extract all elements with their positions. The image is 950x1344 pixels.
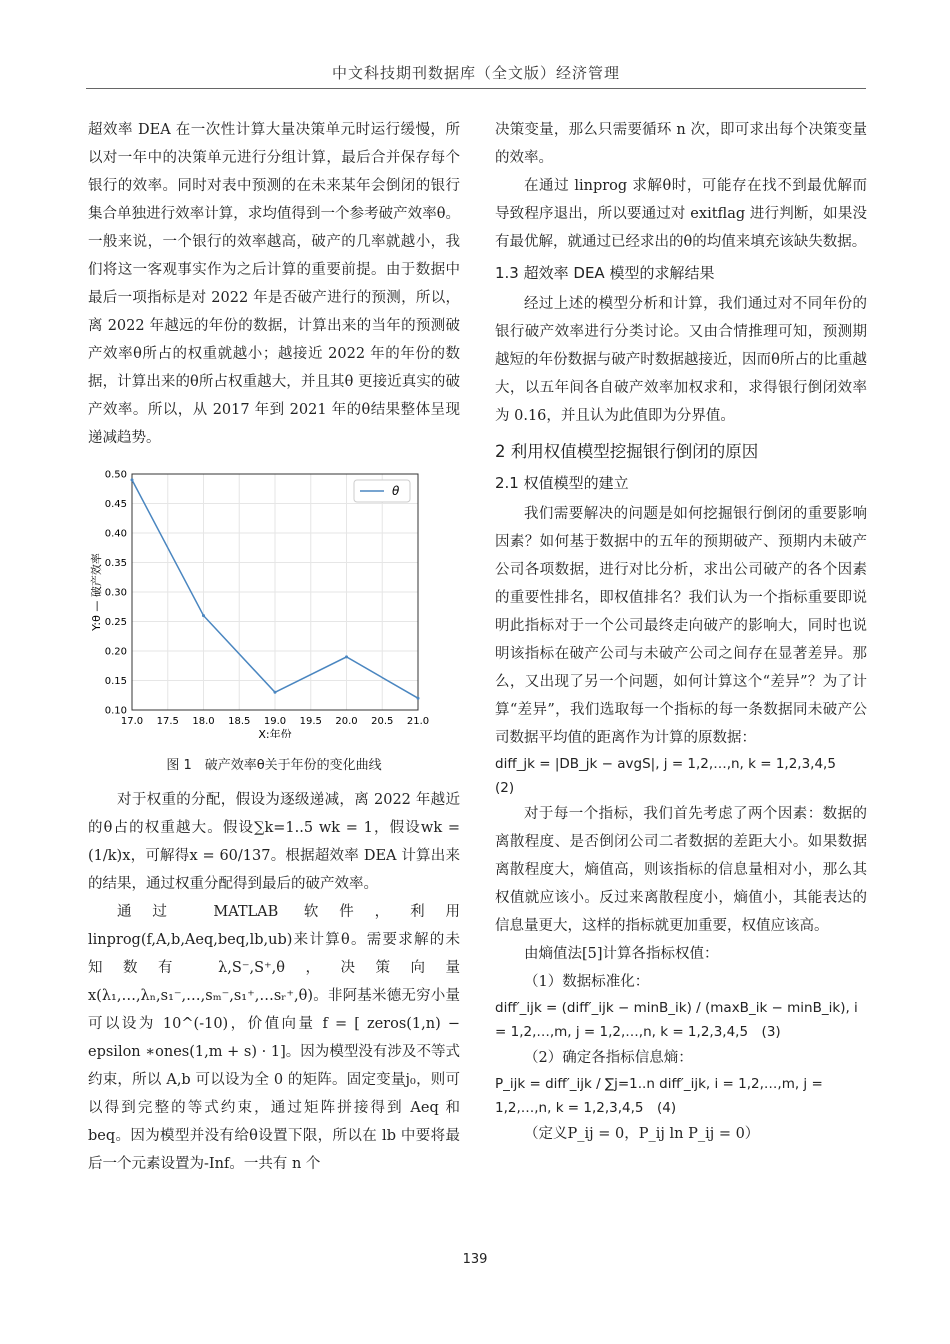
left-column bbox=[88, 116, 460, 1178]
equation-definition: （定义P_ij = 0，P_ij ln P_ij = 0） bbox=[524, 1126, 760, 1142]
section-heading-2: 2 利用权值模型挖掘银行倒闭的原因 bbox=[495, 442, 759, 461]
equation-2-number: (2) bbox=[495, 780, 515, 796]
data-point bbox=[131, 478, 134, 481]
step-2-label: （2）确定各指标信息熵： bbox=[524, 1050, 693, 1066]
x-ticks bbox=[121, 716, 429, 727]
data-point bbox=[417, 697, 420, 700]
section-heading-2-1: 2.1 权值模型的建立 bbox=[495, 474, 629, 492]
figure-caption: 图 1 破产效率θ关于年份的变化曲线 bbox=[166, 758, 382, 773]
bankruptcy-efficiency-chart bbox=[88, 466, 460, 738]
header-rule bbox=[86, 88, 866, 89]
y-tick-label: 0.30 bbox=[104, 587, 127, 599]
right-paragraph-3: 经过上述的模型分析和计算，我们通过对不同年份的银行破产效率进行分类讨论。又由合情推理可知，预测期越短的年份数据与破产时数据越接近，因而θ所占的比重越大，以五年间各自破产效率加权求和，求得银行倒闭效率为 0.16，并且认为此值即为分界值。 bbox=[495, 296, 867, 424]
x-axis-label: X:年份 bbox=[258, 728, 292, 738]
right-paragraph-4: 我们需要解决的问题是如何挖掘银行倒闭的重要影响因素？如何基于数据中的五年的预期破产、预期内未破产公司各项数据，进行对比分析，求出公司破产的各个因素的重要性排名，即权值排名？我们认为一个指标重要即说明此指标对于一个公司最终走向破产的影响大，同时也说明该指标在破产公司与未破产公司之间存在显著差异。那么，又出现了另一个问题，如何计算这个“差异”？为了计算“差异”，我们选取每一个指标的每一条数据同未破产公司数据平均值的距离作为计算的原数据： bbox=[495, 506, 867, 746]
equation-2-body: diff_jk = |DB_jk − avgS|, j = 1,2,…,n, k = 1,2,3,4,5 bbox=[495, 756, 836, 772]
y-axis-label: Y:θ — 破产效率 bbox=[90, 553, 103, 631]
step-1-label: （1）数据标准化： bbox=[524, 974, 650, 990]
data-point bbox=[274, 691, 277, 694]
left-paragraph-1: 超效率 DEA 在一次性计算大量决策单元时运行缓慢，所以对一年中的决策单元进行分组计算，最后合并保存每个银行的效率。同时对表中预测的在未来某年会倒闭的银行集合单独进行效率计算，求均值得到一个参考破产效率θ。一般来说，一个银行的效率越高，破产的几率就越小，我们将这一客观事实作为之后计算的重要前提。由于数据中最后一项指标是对 2022 年是否破产进行的预测，所以，离 2022 年越远的年份的数据，计算出来的当年的预测破产效率θ所占的权重就越小；越接近 2022 年的年份的数据，计算出来的θ所占权重越大，并且其θ 更接近真实的破产效率。所以，从 2017 年到 2021 年的θ结果整体呈现递减趋势。 bbox=[88, 122, 460, 446]
y-tick-label: 0.25 bbox=[104, 617, 127, 628]
y-tick-label: 0.20 bbox=[104, 646, 127, 658]
right-paragraph-1: 决策变量，那么只需要循环 n 次，即可求出每个决策变量的效率。 bbox=[495, 122, 867, 166]
x-tick-label: 18.5 bbox=[228, 716, 251, 727]
x-tick-label: 17.0 bbox=[120, 716, 144, 727]
legend-label: θ bbox=[392, 484, 400, 498]
page-number: 139 bbox=[462, 1252, 488, 1267]
x-tick-label: 19.5 bbox=[299, 716, 322, 727]
y-tick-label: 0.35 bbox=[104, 558, 127, 569]
left-paragraph-3: 通过 MATLAB 软件，利用 linprog(f,A,b,Aeq,beq,lb,ub)来计算θ。需要求解的未知数有 λ,S⁻,S⁺,θ，决策向量 x(λ₁,…,λₙ,s₁⁻,…,sₘ⁻,s₁⁺,…sᵣ⁺,θ)。非阿基米德无穷小量可以设为 10^(-10)，价值向量 f = [ zeros(1,n) − epsilon ∗ones(1,m + s) · 1]。因为模型没有涉及不等式约束，所以 A,b 可以设为全 0 的矩阵。固定变量j₀，则可以得到完整的等式约束，通过矩阵拼接得到 Aeq 和 beq。因为模型并没有给θ设置下限，所以在 lb 中要将最后一个元素设置为-Inf。一共有 n 个 bbox=[88, 904, 460, 1172]
left-paragraph-2: 对于权重的分配，假设为逐级递减，离 2022 年越近的θ占的权重越大。假设∑k=1..5 wk = 1，假设wk = (1/k)x，可解得x = 60/137。根据超效率 DEA 计算出来的结果，通过权重分配得到最后的破产效率。 bbox=[88, 792, 460, 892]
x-tick-label: 20.0 bbox=[335, 716, 358, 727]
y-tick-label: 0.10 bbox=[104, 705, 127, 717]
right-column bbox=[495, 116, 867, 1148]
y-ticks bbox=[105, 470, 127, 717]
y-tick-label: 0.45 bbox=[104, 499, 127, 510]
x-tick-label: 18.0 bbox=[192, 716, 215, 727]
chart-legend bbox=[354, 480, 410, 502]
right-paragraph-5: 对于每一个指标，我们首先考虑了两个因素：数据的离散程度、是否倒闭公司二者数据的差距大小。如果数据离散程度大，熵值高，则该指标的信息量相对小，那么其权值就应该小。反过来离散程度小，熵值小，其能表达的信息量更大，这样的指标就更加重要，权值应该高。 bbox=[495, 806, 867, 934]
equation-3: diff′_ijk = (diff′_ijk − minB_ik) / (maxB_ik − minB_ik), i = 1,2,…,m, j = 1,2,…,n, k = 1,2,3,4,5 (3) bbox=[495, 1000, 858, 1040]
journal-header: 中文科技期刊数据库（全文版）经济管理 bbox=[331, 64, 620, 82]
x-tick-label: 17.5 bbox=[156, 716, 179, 727]
figure-1 bbox=[88, 466, 460, 780]
right-paragraph-2: 在通过 linprog 求解θ时，可能存在找不到最优解而导致程序退出，所以要通过对 exitflag 进行判断，如果没有最优解，就通过已经求出的θ的均值来填充该缺失数据。 bbox=[495, 178, 867, 250]
equation-2 bbox=[495, 752, 867, 800]
y-tick-label: 0.40 bbox=[104, 528, 127, 540]
data-point bbox=[345, 655, 348, 658]
x-tick-label: 20.5 bbox=[371, 716, 394, 727]
section-heading-1-3: 1.3 超效率 DEA 模型的求解结果 bbox=[495, 264, 715, 282]
right-paragraph-6: 由熵值法[5]计算各指标权值： bbox=[524, 946, 719, 962]
data-point bbox=[202, 614, 205, 617]
equation-4: P_ijk = diff′_ijk / ∑j=1..n diff′_ijk, i = 1,2,…,m, j = 1,2,…,n, k = 1,2,3,4,5 (4) bbox=[495, 1076, 823, 1116]
y-tick-label: 0.50 bbox=[104, 469, 127, 481]
x-tick-label: 19.0 bbox=[263, 716, 287, 727]
y-tick-label: 0.15 bbox=[104, 676, 127, 687]
x-tick-label: 21.0 bbox=[406, 716, 430, 727]
